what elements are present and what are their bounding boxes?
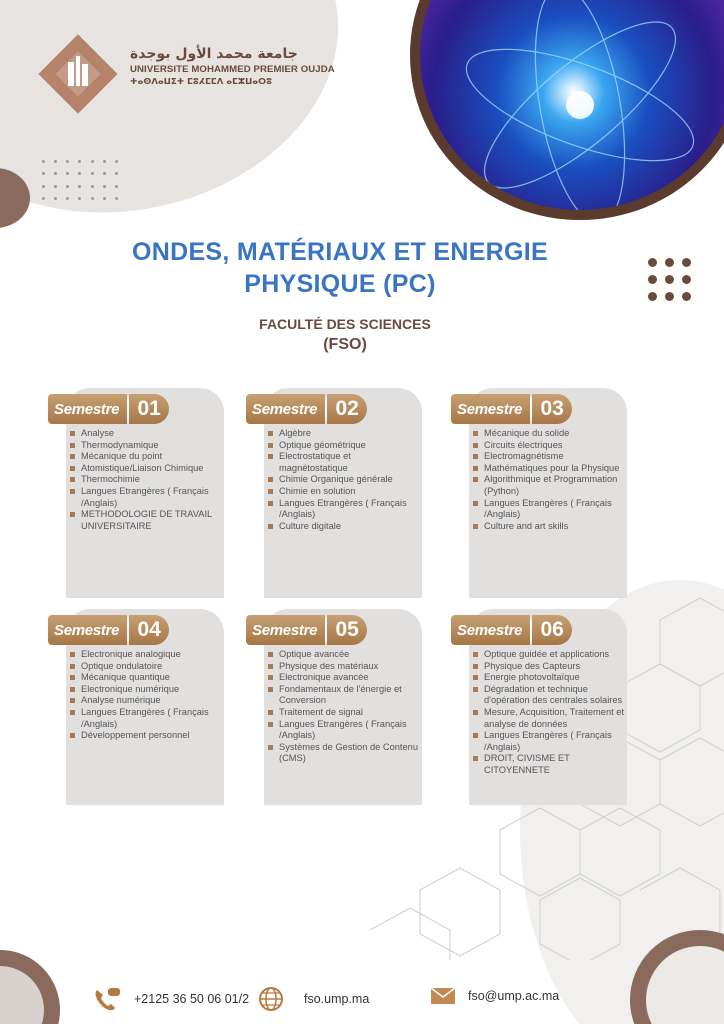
course-item: DROIT, CIVISME ET CITOYENNETE	[473, 753, 625, 776]
semester-label: Semestre	[48, 615, 127, 645]
semester-number: 05	[327, 615, 367, 645]
page-title-line1: ONDES, MATÉRIAUX ET ENERGIE	[131, 238, 548, 266]
course-item: METHODOLOGIE DE TRAVAIL UNIVERSITAIRE	[70, 509, 222, 532]
course-item: Optique ondulatoire	[70, 661, 222, 673]
footer-phone[interactable]	[92, 986, 249, 1012]
page-title-line2: PHYSIQUE (PC)	[244, 270, 436, 298]
course-item: Mécanique quantique	[70, 672, 222, 684]
semester-label: Semestre	[48, 394, 127, 424]
course-item: Développement personnel	[70, 730, 222, 742]
semester-number: 06	[532, 615, 572, 645]
course-item: Traitement de signal	[268, 707, 420, 719]
course-item: Langues Etrangères ( Français /Anglais)	[473, 730, 625, 753]
course-list	[70, 428, 222, 532]
semester-header	[246, 614, 367, 646]
course-item: Electronique numérique	[70, 684, 222, 696]
semester-card-6	[457, 609, 627, 805]
decorative-brown-dots	[648, 258, 691, 301]
course-list	[473, 428, 625, 532]
university-seal-icon	[38, 34, 118, 114]
envelope-icon	[430, 986, 456, 1006]
semester-number: 03	[532, 394, 572, 424]
course-item: Systèmes de Gestion de Contenu (CMS)	[268, 742, 420, 765]
course-item: Physique des matériaux	[268, 661, 420, 673]
course-list	[268, 649, 420, 765]
course-item: Circuits électriques	[473, 440, 625, 452]
semester-label: Semestre	[451, 615, 530, 645]
hero-atom-image	[410, 0, 724, 220]
semester-label: Semestre	[451, 394, 530, 424]
course-item: Atomistique/Liaison Chimique	[70, 463, 222, 475]
course-list	[70, 649, 222, 742]
course-item: Electronique analogique	[70, 649, 222, 661]
course-item: Electronique avancée	[268, 672, 420, 684]
course-item: Mesure, Acquisition, Traitement et analyse de données	[473, 707, 625, 730]
course-item: Optique guidée et applications	[473, 649, 625, 661]
course-item: Dégradation et technique d'opération des centrales solaires	[473, 684, 625, 707]
course-item: Mathématiques pour la Physique	[473, 463, 625, 475]
website-link[interactable]: fso.ump.ma	[304, 992, 370, 1006]
university-name-tifinagh: ⵜⴰⵙⴷⴰⵡⵉⵜ ⵎⵓⵃⵎⵎⴷ ⴰⵎⵣⵡⴰⵔⵓ	[130, 77, 273, 87]
course-list	[473, 649, 625, 777]
course-item: Langues Etrangères ( Français /Anglais)	[70, 707, 222, 730]
semester-card-4	[54, 609, 224, 805]
course-item: Algorithmique et Programmation (Python)	[473, 474, 625, 497]
course-item: Analyse numérique	[70, 695, 222, 707]
footer-email[interactable]	[430, 986, 559, 1006]
faculty-name: FACULTÉ DES SCIENCES	[259, 316, 431, 332]
course-item: Langues Etrangères ( Français /Anglais)	[473, 498, 625, 521]
footer-decor-left	[0, 950, 60, 1024]
course-item: Langues Etrangères ( Français /Anglais)	[70, 486, 222, 509]
course-item: Algèbre	[268, 428, 420, 440]
semester-label: Semestre	[246, 394, 325, 424]
semester-header	[48, 393, 169, 425]
semester-number: 01	[129, 394, 169, 424]
course-item: Optique géométrique	[268, 440, 420, 452]
university-name-french: UNIVERSITE MOHAMMED PREMIER OUJDA	[130, 64, 335, 75]
course-item: Culture digitale	[268, 521, 420, 533]
course-item: Electrostatique et magnétostatique	[268, 451, 420, 474]
course-item: Energie photovoltaïque	[473, 672, 625, 684]
course-item: Langues Etrangères ( Français /Anglais)	[268, 498, 420, 521]
semester-card-5	[252, 609, 422, 805]
course-item: Culture and art skills	[473, 521, 625, 533]
page-title	[90, 236, 590, 300]
course-item: Thermodynamique	[70, 440, 222, 452]
globe-icon	[258, 986, 284, 1012]
semester-number: 04	[129, 615, 169, 645]
semester-header	[451, 614, 572, 646]
course-list	[268, 428, 420, 532]
semester-header	[246, 393, 367, 425]
course-item: Thermochimie	[70, 474, 222, 486]
course-item: Langues Etrangères ( Français /Anglais)	[268, 719, 420, 742]
course-item: Fondamentaux de l'énergie et Conversion	[268, 684, 420, 707]
course-item: Analyse	[70, 428, 222, 440]
university-name-arabic: جامعة محمد الأول بوجدة	[130, 46, 298, 62]
faculty-abbr: (FSO)	[323, 336, 367, 353]
course-item: Mécanique du solide	[473, 428, 625, 440]
phone-number[interactable]: +2125 36 50 06 01/2	[134, 992, 250, 1006]
phone-icon	[92, 986, 122, 1012]
course-item: Chimie en solution	[268, 486, 420, 498]
semester-header	[451, 393, 572, 425]
semester-card-1	[54, 388, 224, 598]
course-item: Electromagnétisme	[473, 451, 625, 463]
semester-card-2	[252, 388, 422, 598]
email-link[interactable]: fso@ump.ac.ma	[468, 989, 560, 1003]
decorative-dots	[42, 160, 122, 204]
semester-label: Semestre	[246, 615, 325, 645]
course-item: Mécanique du point	[70, 451, 222, 463]
course-item: Optique avancée	[268, 649, 420, 661]
course-item: Physique des Capteurs	[473, 661, 625, 673]
footer-website[interactable]	[258, 986, 369, 1012]
semester-card-3	[457, 388, 627, 598]
semester-header	[48, 614, 169, 646]
semester-number: 02	[327, 394, 367, 424]
course-item: Chimie Organique générale	[268, 474, 420, 486]
